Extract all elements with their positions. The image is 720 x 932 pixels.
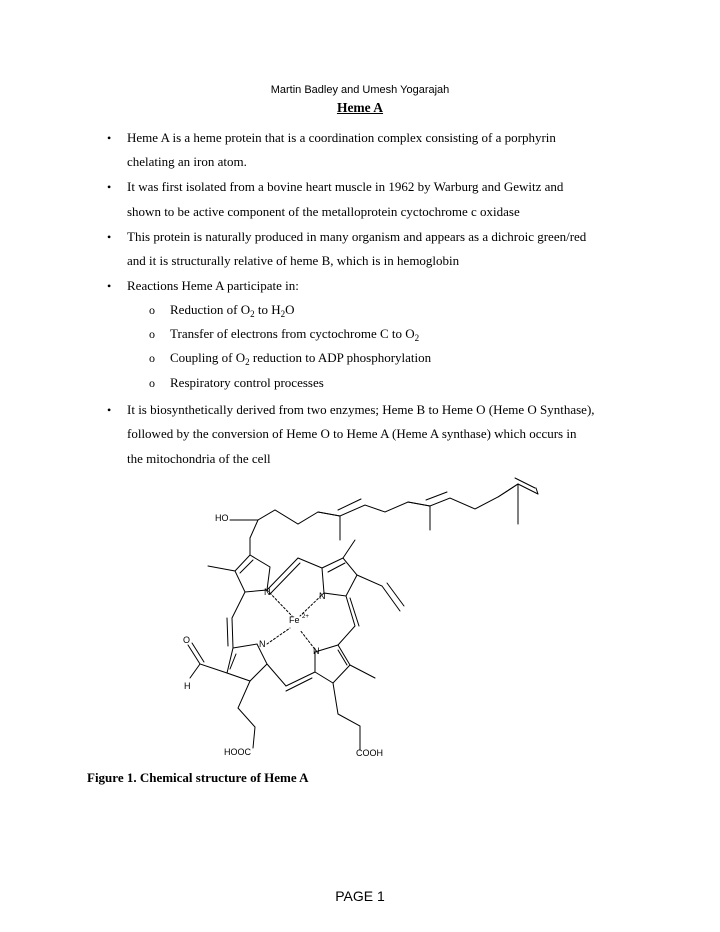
document-title: Heme A	[336, 100, 384, 115]
bullet-marker: •	[107, 403, 112, 417]
sub-bullet-marker: o	[149, 376, 155, 390]
heme-a-structure-figure	[160, 468, 560, 773]
nitrogen-label: N	[259, 639, 266, 649]
iron-label: Fe	[289, 615, 300, 625]
bullet-marker: •	[107, 279, 112, 293]
sub-item-respiratory: Respiratory control processes	[170, 375, 324, 390]
bullet-text-line: This protein is naturally produced in many organism and appears as a dichroic green/red	[127, 229, 587, 244]
sub-bullet-marker: o	[149, 327, 155, 341]
heme-a-molecule-drawing	[160, 468, 560, 768]
sub-item-electron-transfer: Transfer of electrons from cyctochrome C to $O_2$	[170, 326, 420, 343]
page-number: PAGE 1	[335, 888, 385, 904]
bullet-text-line: and it is structurally relative of heme B, which is in hemoglobin	[127, 253, 460, 268]
hydrogen-label: H	[184, 681, 191, 691]
bullet-text-line: the mitochondria of the cell	[127, 451, 271, 466]
bullet-text-line: chelating an iron atom.	[127, 154, 247, 169]
bullet-text-line: Reactions Heme A participate in:	[127, 278, 299, 293]
sub-item-coupling: Coupling of $O_2$ reduction to ADP phosphorylation	[170, 350, 432, 367]
sub-bullet-marker: o	[149, 351, 155, 365]
bullet-marker: •	[107, 131, 112, 145]
nitrogen-label: N	[313, 646, 320, 656]
sub-item-reduction: Reduction of $O_2$ to $H_2O$	[170, 302, 295, 319]
sub-bullet-marker: o	[149, 303, 155, 317]
authors-line: Martin Badley and Umesh Yogarajah	[270, 84, 450, 96]
carboxyl-label: COOH	[356, 748, 383, 758]
bullet-marker: •	[107, 180, 112, 194]
oxygen-label: O	[183, 635, 191, 645]
bullet-text-line: It was first isolated from a bovine heart muscle in 1962 by Warburg and Gewitz and	[127, 179, 564, 194]
nitrogen-label: N	[319, 591, 326, 601]
figure-caption: Figure 1. Chemical structure of Heme A	[87, 770, 309, 785]
nitrogen-label: N	[264, 587, 271, 597]
bullet-text-line: It is biosynthetically derived from two enzymes; Heme B to Heme O (Heme O Synthase),	[127, 402, 595, 417]
carboxyl-label: HOOC	[224, 747, 251, 757]
hydroxyl-label: HO	[215, 513, 229, 523]
bullet-text-line: Heme A is a heme protein that is a coordination complex consisting of a porphyrin	[127, 130, 556, 145]
bullet-text-line: followed by the conversion of Heme O to Heme A (Heme A synthase) which occurs in	[127, 426, 577, 441]
bullet-marker: •	[107, 230, 112, 244]
iron-charge-label: 2+	[302, 614, 309, 620]
bullet-text-line: shown to be active component of the metalloprotein cyctochrome c oxidase	[127, 204, 520, 219]
